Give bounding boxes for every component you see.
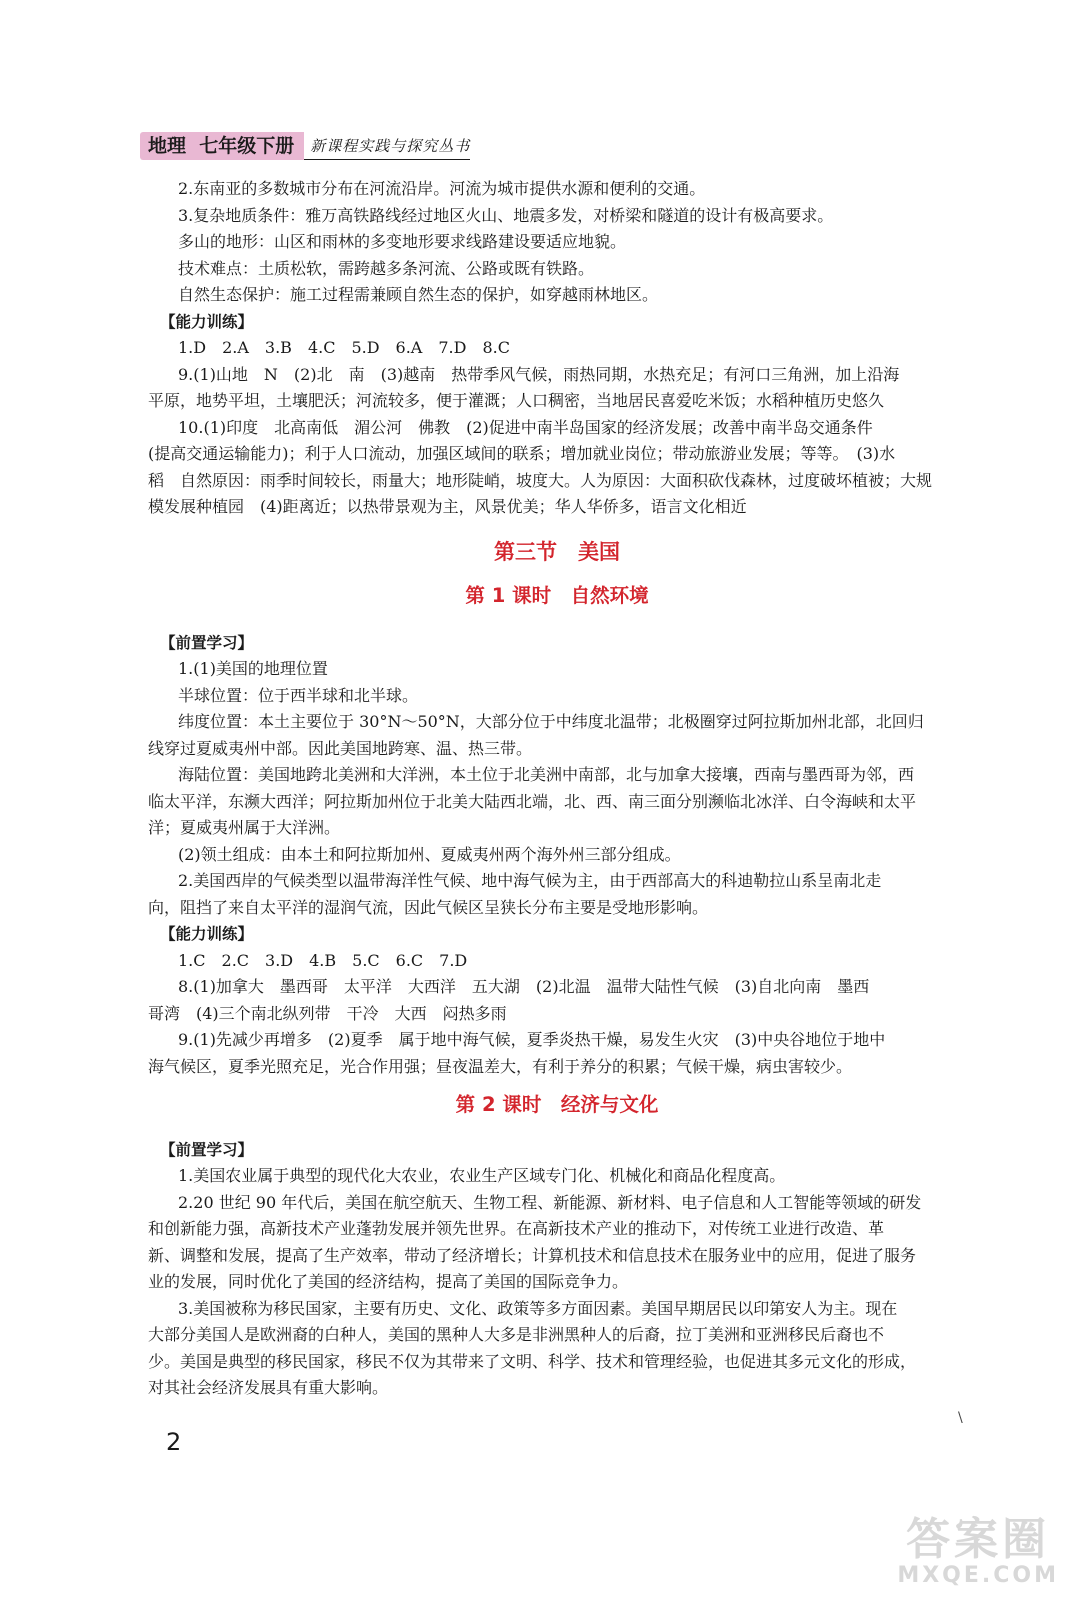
- answer-line: 海陆位置：美国地跨北美洲和大洋洲，本土位于北美洲中南部，北与加拿大接壤，西南与墨西哥为邻，西: [178, 765, 915, 784]
- answer-line: 模发展种植园 (4)距离近；以热带景观为主，风景优美；华人华侨多，语言文化相近: [148, 497, 747, 516]
- answer-line: 稻 自然原因：雨季时间较长，雨量大；地形陡峭，坡度大。人为原因：大面积砍伐森林，过度破坏植被；大规: [148, 470, 933, 490]
- lesson-title: 第 2 课时 经济与文化: [455, 1093, 659, 1116]
- answer-line: (提高交通运输能力)；利于人口流动，加强区域间的联系；增加就业岗位；带动旅游业发展；等等。 (3)水: [148, 444, 896, 463]
- answer-line: 1.C 2.C 3.D 4.B 5.C 6.C 7.D: [178, 950, 468, 970]
- answer-line: 纬度位置：本土主要位于 30°N～50°N，大部分位于中纬度北温带；北极圈穿过阿拉斯加州北部，北回归: [178, 712, 924, 731]
- lesson-title: 第 1 课时 自然环境: [465, 584, 649, 607]
- answer-line: 1.(1)美国的地理位置: [178, 659, 328, 678]
- section-title: 第三节 美国: [494, 539, 620, 564]
- watermark: [897, 1516, 1059, 1588]
- watermark-url: MXQE.COM: [897, 1563, 1059, 1588]
- answer-line: 3.复杂地质条件：雅万高铁路线经过地区火山、地震多发，对桥梁和隧道的设计有极高要求。: [178, 205, 834, 225]
- answer-line: 平原，地势平坦，土壤肥沃；河流较多，便于灌溉；人口稠密，当地居民喜爱吃米饭；水稻种植历史悠久: [148, 391, 885, 410]
- header-subject: 地理: [148, 135, 187, 157]
- section-label: 【能力训练】: [160, 312, 254, 331]
- section-label: 【能力训练】: [160, 925, 254, 943]
- answer-line: 半球位置：位于西半球和北半球。: [178, 685, 419, 705]
- answer-line: 和创新能力强，高新技术产业蓬勃发展并领先世界。在高新技术产业的推动下，对传统工业进行改造、革: [148, 1219, 885, 1238]
- answer-line: 线穿过夏威夷州中部。因此美国地跨寒、温、热三带。: [148, 738, 533, 758]
- answer-line: 2.20 世纪 90 年代后，美国在航空航天、生物工程、新能源、新材料、电子信息和人工智能等领域的研发: [178, 1192, 922, 1212]
- answer-line: 3.美国被称为移民国家，主要有历史、文化、政策等多方面因素。美国早期居民以印第安人为主。现在: [178, 1298, 898, 1318]
- answer-line: 8.(1)加拿大 墨西哥 太平洋 大西洋 五大湖 (2)北温 温带大陆性气候 (3)自北向南 墨西: [178, 977, 870, 996]
- answer-line: 业的发展，同时优化了美国的经济结构，提高了美国的国际竞争力。: [148, 1272, 629, 1291]
- answer-line: 新、调整和发展，提高了生产效率，带动了经济增长；计算机技术和信息技术在服务业中的应用，促进了服务: [148, 1245, 917, 1265]
- page-content: [148, 176, 966, 1402]
- answer-line: 9.(1)山地 N (2)北 南 (3)越南 热带季风气候，雨热同期，水热充足；有河口三角洲，加上沿海: [178, 364, 900, 384]
- answer-line: 技术难点：土质松软，需跨越多条河流、公路或既有铁路。: [178, 258, 595, 278]
- answer-line: (2)领土组成：由本土和阿拉斯加州、夏威夷州两个海外州三部分组成。: [178, 844, 681, 864]
- answer-line: 2.美国西岸的气候类型以温带海洋性气候、地中海气候为主，由于西部高大的科迪勒拉山系呈南北走: [178, 871, 882, 890]
- watermark-logo: 答案圈: [906, 1514, 1051, 1565]
- answer-line: 向，阻挡了来自太平洋的湿润气流，因此气候区呈狭长分布主要是受地形影响。: [148, 897, 709, 917]
- answer-line: 洋；夏威夷州属于大洋洲。: [148, 818, 341, 837]
- section-label: 【前置学习】: [160, 633, 254, 652]
- header-grade: 七年级下册: [199, 135, 295, 157]
- header-subject-badge: [140, 132, 304, 160]
- answer-line: 大部分美国人是欧洲裔的白种人，美国的黑种人大多是非洲黑种人的后裔，拉丁美洲和亚洲移民后裔也不: [148, 1325, 885, 1344]
- page-number: 2: [166, 1428, 182, 1456]
- running-header: [140, 132, 470, 160]
- answer-line: 1.D 2.A 3.B 4.C 5.D 6.A 7.D 8.C: [178, 338, 510, 357]
- answer-line: 对其社会经济发展具有重大影响。: [148, 1378, 389, 1397]
- answer-line: 10.(1)印度 北高南低 湄公河 佛教 (2)促进中南半岛国家的经济发展；改善中南半岛交通条件: [178, 417, 873, 437]
- answer-line: 多山的地形：山区和雨林的多变地形要求线路建设要适应地貌。: [178, 232, 627, 251]
- answer-line: 9.(1)先减少再增多 (2)夏季 属于地中海气候，夏季炎热干燥，易发生火灾 (3)中央谷地位于地中: [178, 1030, 886, 1049]
- answer-line: 2.东南亚的多数城市分布在河流沿岸。河流为城市提供水源和便利的交通。: [178, 179, 706, 198]
- answer-line: 哥湾 (4)三个南北纵列带 干冷 大西 闷热多雨: [148, 1003, 507, 1023]
- answer-line: 临太平洋，东濒大西洋；阿拉斯加州位于北美大陆西北端，北、西、南三面分别濒临北冰洋、白令海峡和太平: [148, 791, 917, 811]
- answer-line: 自然生态保护：施工过程需兼顾自然生态的保护，如穿越雨林地区。: [178, 285, 659, 304]
- margin-mark: \: [958, 1410, 963, 1426]
- answer-line: 1.美国农业属于典型的现代化大农业，农业生产区域专门化、机械化和商品化程度高。: [178, 1166, 786, 1185]
- section-label: 【前置学习】: [160, 1140, 254, 1159]
- header-series-title: 新课程实践与探究丛书: [304, 132, 470, 160]
- answer-line: 少。美国是典型的移民国家，移民不仅为其带来了文明、科学、技术和管理经验，也促进其多元文化的形成，: [148, 1351, 917, 1371]
- answer-line: 海气候区，夏季光照充足，光合作用强；昼夜温差大，有利于养分的积累；气候干燥，病虫害较少。: [148, 1056, 853, 1076]
